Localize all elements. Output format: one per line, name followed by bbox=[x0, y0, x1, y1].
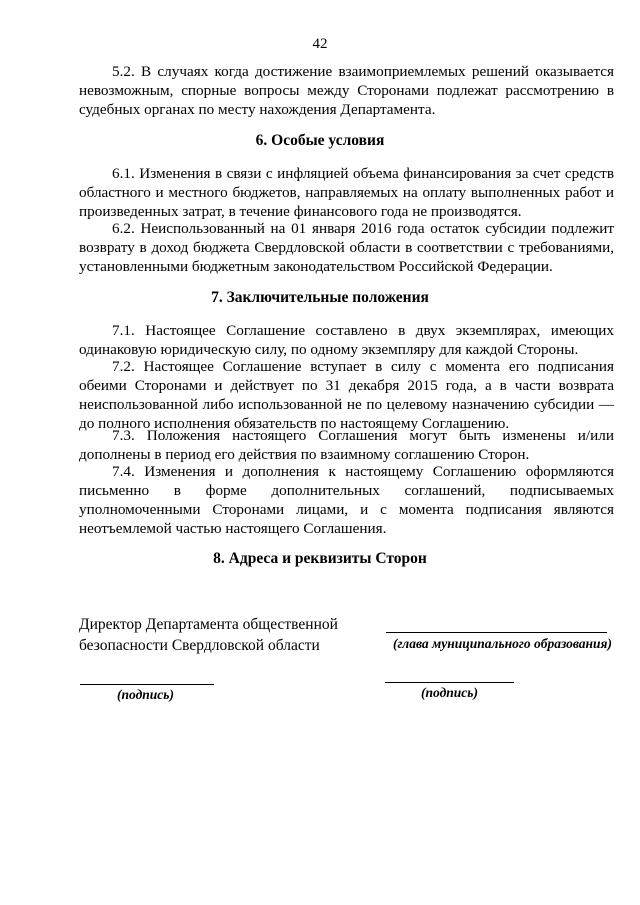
page-number: 42 bbox=[312, 36, 328, 52]
left-signature-line bbox=[80, 684, 214, 685]
clause-7-2 bbox=[79, 357, 614, 433]
right-party-caption: (глава муниципального образования) bbox=[393, 636, 612, 651]
clause-7-2-text: 7.2. Настоящее Соглашение вступает в силу с момента его подписания обеими Сторонами и действует по 31 декабря 2015 года, а в части возврата неиспользованной либо использованной не по целевому назначению субсидии — до полного исполнения обязательств по настоящему Соглашению. bbox=[79, 358, 614, 432]
left-party-line-1: Директор Департамента общественной bbox=[79, 616, 338, 633]
clause-6-1-text: 6.1. Изменения в связи с инфляцией объема финансирования за счет средств областного и местного бюджетов, направляемых на оплату выполненных работ и произведенных затрат, в течение финансового года не производятся. bbox=[79, 165, 614, 220]
clause-7-3-text: 7.3. Положения настоящего Соглашения могут быть изменены и/или дополнены в период его действия по взаимному соглашению Сторон. bbox=[79, 427, 614, 463]
clause-6-2 bbox=[79, 219, 614, 276]
right-signature-line bbox=[385, 682, 514, 683]
right-party-name-line bbox=[386, 632, 607, 633]
clause-5-2 bbox=[79, 62, 614, 119]
clause-6-2-text: 6.2. Неиспользованный на 01 января 2016 года остаток субсидии подлежит возврату в доход бюджета Свердловской области в соответствии с требованиями, установленными бюджетным законодательством Российской Федерации. bbox=[79, 220, 614, 275]
left-signature-caption: (подпись) bbox=[117, 687, 174, 702]
section-8-title: 8. Адреса и реквизиты Сторон bbox=[213, 550, 427, 567]
clause-7-1-text: 7.1. Настоящее Соглашение составлено в двух экземплярах, имеющих одинаковую юридическую силу, по одному экземпляру для каждой Стороны. bbox=[79, 322, 614, 358]
clause-7-1 bbox=[79, 321, 614, 359]
left-party-line-2: безопасности Свердловской области bbox=[79, 637, 320, 654]
clause-5-2-text: 5.2. В случаях когда достижение взаимоприемлемых решений оказывается невозможным, спорные вопросы между Сторонами подлежат рассмотрению в судебных органах по месту нахождения Департамента. bbox=[79, 63, 614, 118]
left-party-title bbox=[79, 614, 369, 656]
section-6-title: 6. Особые условия bbox=[255, 132, 385, 149]
section-7-title: 7. Заключительные положения bbox=[211, 289, 429, 306]
clause-7-4 bbox=[79, 462, 614, 538]
clause-7-3 bbox=[79, 426, 614, 464]
clause-7-4-text: 7.4. Изменения и дополнения к настоящему Соглашению оформляются письменно в форме дополнительных соглашений, подписываемых уполномоченными Сторонами лицами, и с момента подписания являются неотъемлемой частью настоящего Соглашения. bbox=[79, 463, 614, 537]
right-signature-caption: (подпись) bbox=[421, 685, 478, 700]
clause-6-1 bbox=[79, 164, 614, 221]
